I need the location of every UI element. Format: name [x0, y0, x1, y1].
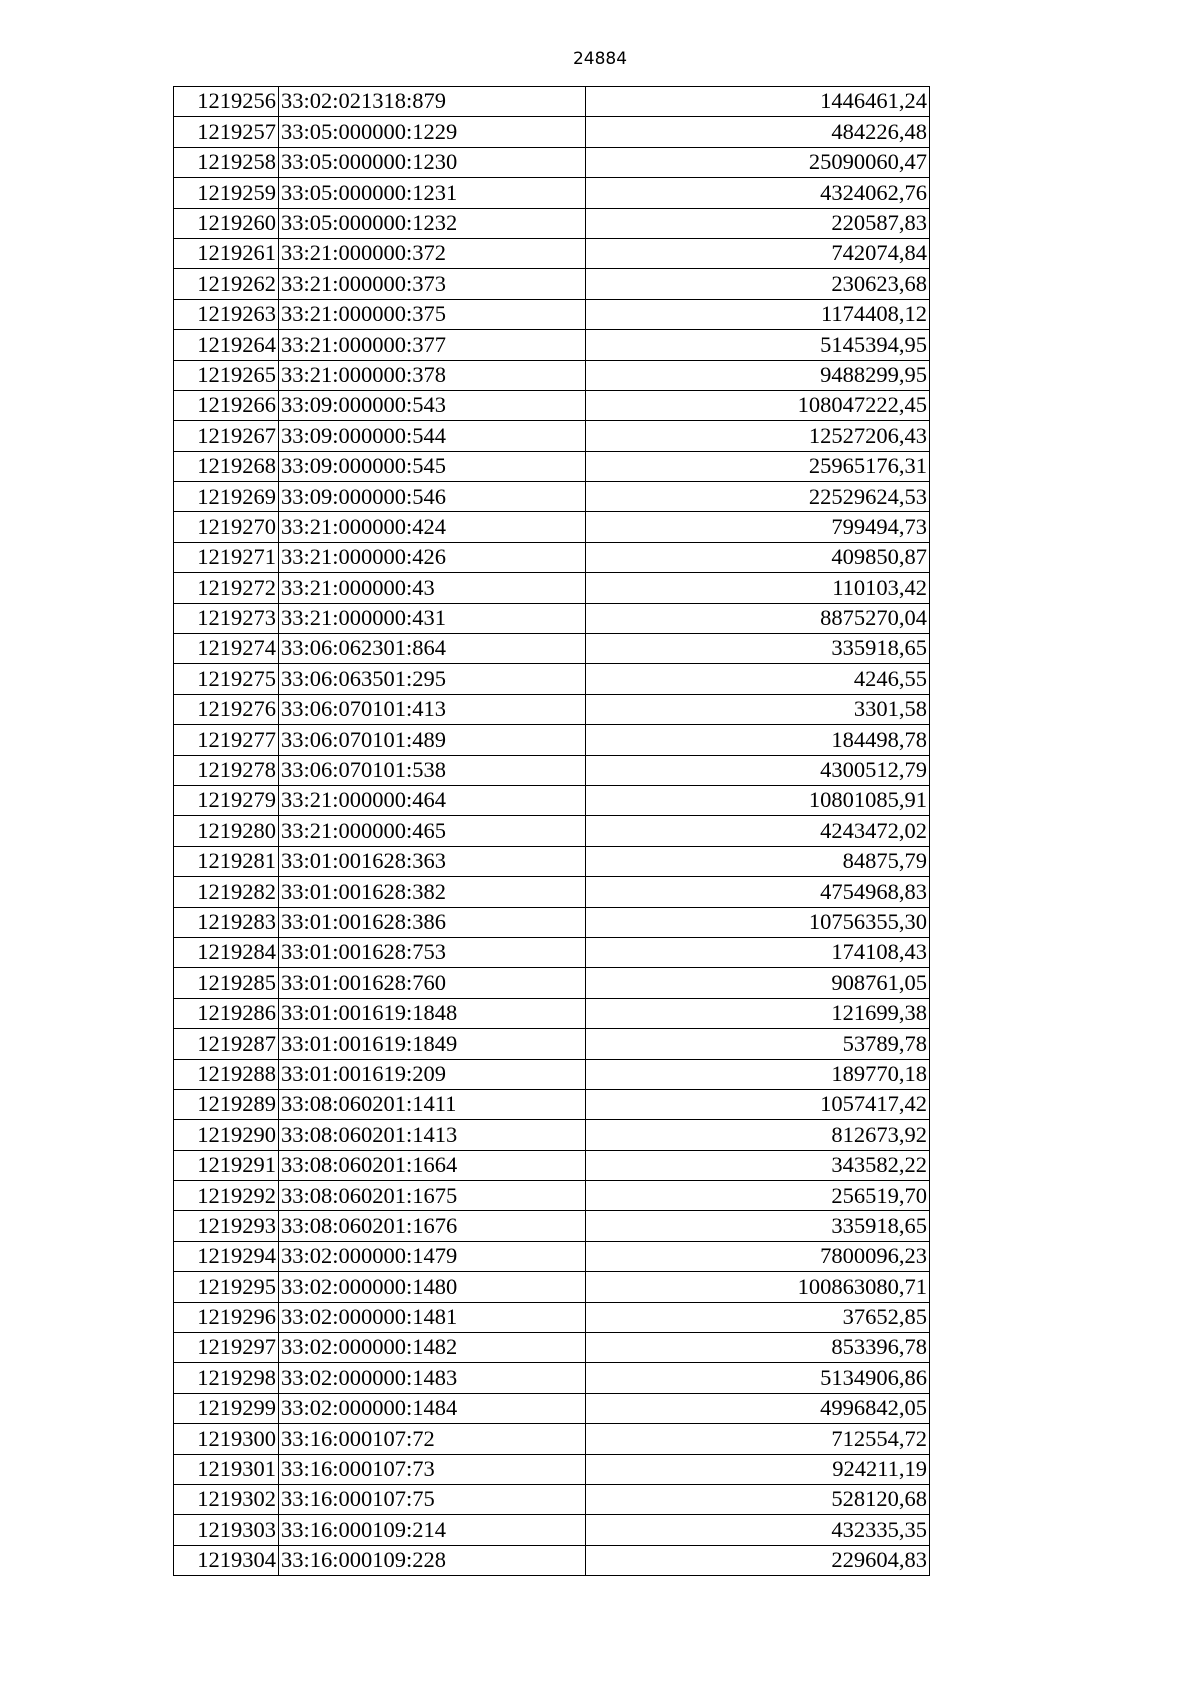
cadastral-value-cell: 4996842,05 [586, 1393, 930, 1423]
row-id-cell: 1219263 [174, 299, 279, 329]
row-id-cell: 1219259 [174, 178, 279, 208]
cadastral-value-cell: 184498,78 [586, 725, 930, 755]
cadastral-value-cell: 84875,79 [586, 846, 930, 876]
cadastral-value-cell: 53789,78 [586, 1029, 930, 1059]
cadastral-number-cell: 33:21:000000:373 [279, 269, 586, 299]
cadastral-number-cell: 33:08:060201:1411 [279, 1089, 586, 1119]
table-row [174, 1393, 930, 1423]
table-row [174, 1484, 930, 1514]
row-id-cell: 1219283 [174, 907, 279, 937]
cadastral-value-cell: 25090060,47 [586, 147, 930, 177]
cadastral-value-cell: 1057417,42 [586, 1089, 930, 1119]
cadastral-value-cell: 924211,19 [586, 1454, 930, 1484]
row-id-cell: 1219273 [174, 603, 279, 633]
table-row [174, 1029, 930, 1059]
row-id-cell: 1219289 [174, 1089, 279, 1119]
row-id-cell: 1219286 [174, 998, 279, 1028]
cadastral-value-cell: 908761,05 [586, 968, 930, 998]
cadastral-number-cell: 33:08:060201:1664 [279, 1150, 586, 1180]
cadastral-value-cell: 432335,35 [586, 1515, 930, 1545]
cadastral-number-cell: 33:09:000000:546 [279, 482, 586, 512]
cadastral-value-cell: 742074,84 [586, 238, 930, 268]
cadastral-value-cell: 256519,70 [586, 1181, 930, 1211]
page-number: 24884 [572, 49, 628, 69]
table-row [174, 1333, 930, 1363]
cadastral-number-cell: 33:05:000000:1229 [279, 117, 586, 147]
cadastral-value-cell: 37652,85 [586, 1302, 930, 1332]
row-id-cell: 1219291 [174, 1150, 279, 1180]
cadastral-number-cell: 33:21:000000:377 [279, 330, 586, 360]
cadastral-number-cell: 33:05:000000:1231 [279, 178, 586, 208]
cadastral-number-cell: 33:21:000000:375 [279, 299, 586, 329]
cadastral-value-table [173, 86, 930, 1576]
cadastral-value-cell: 220587,83 [586, 208, 930, 238]
cadastral-number-cell: 33:02:000000:1483 [279, 1363, 586, 1393]
cadastral-number-cell: 33:01:001628:363 [279, 846, 586, 876]
row-id-cell: 1219274 [174, 634, 279, 664]
cadastral-value-cell: 12527206,43 [586, 421, 930, 451]
row-id-cell: 1219296 [174, 1302, 279, 1332]
row-id-cell: 1219288 [174, 1059, 279, 1089]
table-row [174, 846, 930, 876]
table-row [174, 998, 930, 1028]
table-row [174, 755, 930, 785]
row-id-cell: 1219280 [174, 816, 279, 846]
row-id-cell: 1219260 [174, 208, 279, 238]
cadastral-value-cell: 4246,55 [586, 664, 930, 694]
cadastral-number-cell: 33:06:063501:295 [279, 664, 586, 694]
row-id-cell: 1219297 [174, 1333, 279, 1363]
cadastral-value-cell: 799494,73 [586, 512, 930, 542]
row-id-cell: 1219302 [174, 1484, 279, 1514]
row-id-cell: 1219304 [174, 1545, 279, 1575]
row-id-cell: 1219266 [174, 390, 279, 420]
cadastral-value-cell: 7800096,23 [586, 1241, 930, 1271]
cadastral-number-cell: 33:21:000000:378 [279, 360, 586, 390]
cadastral-value-cell: 3301,58 [586, 694, 930, 724]
cadastral-value-cell: 4754968,83 [586, 877, 930, 907]
cadastral-number-cell: 33:05:000000:1230 [279, 147, 586, 177]
table-row [174, 664, 930, 694]
cadastral-number-cell: 33:06:062301:864 [279, 634, 586, 664]
cadastral-number-cell: 33:08:060201:1413 [279, 1120, 586, 1150]
cadastral-number-cell: 33:21:000000:426 [279, 542, 586, 572]
row-id-cell: 1219276 [174, 694, 279, 724]
row-id-cell: 1219284 [174, 937, 279, 967]
cadastral-number-cell: 33:05:000000:1232 [279, 208, 586, 238]
cadastral-value-cell: 712554,72 [586, 1424, 930, 1454]
row-id-cell: 1219258 [174, 147, 279, 177]
table-row [174, 299, 930, 329]
table-row [174, 542, 930, 572]
cadastral-number-cell: 33:21:000000:464 [279, 785, 586, 815]
cadastral-value-cell: 110103,42 [586, 573, 930, 603]
cadastral-number-cell: 33:01:001628:760 [279, 968, 586, 998]
row-id-cell: 1219278 [174, 755, 279, 785]
cadastral-value-cell: 853396,78 [586, 1333, 930, 1363]
table-row [174, 1363, 930, 1393]
cadastral-value-cell: 108047222,45 [586, 390, 930, 420]
table-row [174, 1181, 930, 1211]
cadastral-number-cell: 33:16:000109:214 [279, 1515, 586, 1545]
cadastral-number-cell: 33:06:070101:489 [279, 725, 586, 755]
table-row [174, 694, 930, 724]
table-row [174, 634, 930, 664]
table-body [174, 87, 930, 1576]
cadastral-number-cell: 33:06:070101:413 [279, 694, 586, 724]
row-id-cell: 1219269 [174, 482, 279, 512]
cadastral-number-cell: 33:16:000107:73 [279, 1454, 586, 1484]
cadastral-value-cell: 230623,68 [586, 269, 930, 299]
cadastral-value-cell: 174108,43 [586, 937, 930, 967]
row-id-cell: 1219261 [174, 238, 279, 268]
cadastral-value-cell: 10756355,30 [586, 907, 930, 937]
cadastral-number-cell: 33:02:000000:1484 [279, 1393, 586, 1423]
table-row [174, 178, 930, 208]
cadastral-number-cell: 33:16:000109:228 [279, 1545, 586, 1575]
table-row [174, 269, 930, 299]
cadastral-number-cell: 33:01:001628:382 [279, 877, 586, 907]
cadastral-number-cell: 33:02:000000:1480 [279, 1272, 586, 1302]
row-id-cell: 1219262 [174, 269, 279, 299]
table-row [174, 1211, 930, 1241]
row-id-cell: 1219303 [174, 1515, 279, 1545]
row-id-cell: 1219267 [174, 421, 279, 451]
table-row [174, 421, 930, 451]
cadastral-number-cell: 33:06:070101:538 [279, 755, 586, 785]
cadastral-value-cell: 335918,65 [586, 1211, 930, 1241]
cadastral-value-cell: 229604,83 [586, 1545, 930, 1575]
row-id-cell: 1219265 [174, 360, 279, 390]
table-row [174, 816, 930, 846]
cadastral-value-cell: 189770,18 [586, 1059, 930, 1089]
row-id-cell: 1219257 [174, 117, 279, 147]
row-id-cell: 1219294 [174, 1241, 279, 1271]
cadastral-value-cell: 1174408,12 [586, 299, 930, 329]
row-id-cell: 1219300 [174, 1424, 279, 1454]
row-id-cell: 1219298 [174, 1363, 279, 1393]
cadastral-value-cell: 22529624,53 [586, 482, 930, 512]
cadastral-number-cell: 33:09:000000:543 [279, 390, 586, 420]
row-id-cell: 1219268 [174, 451, 279, 481]
cadastral-value-cell: 812673,92 [586, 1120, 930, 1150]
table-row [174, 1515, 930, 1545]
row-id-cell: 1219270 [174, 512, 279, 542]
cadastral-value-cell: 409850,87 [586, 542, 930, 572]
table-row [174, 360, 930, 390]
cadastral-number-cell: 33:21:000000:431 [279, 603, 586, 633]
cadastral-number-cell: 33:02:000000:1481 [279, 1302, 586, 1332]
cadastral-number-cell: 33:01:001619:1849 [279, 1029, 586, 1059]
cadastral-number-cell: 33:01:001628:386 [279, 907, 586, 937]
cadastral-number-cell: 33:09:000000:545 [279, 451, 586, 481]
cadastral-number-cell: 33:01:001619:209 [279, 1059, 586, 1089]
table-row [174, 785, 930, 815]
cadastral-number-cell: 33:09:000000:544 [279, 421, 586, 451]
row-id-cell: 1219282 [174, 877, 279, 907]
table-row [174, 1545, 930, 1575]
row-id-cell: 1219275 [174, 664, 279, 694]
cadastral-value-cell: 4324062,76 [586, 178, 930, 208]
cadastral-value-cell: 484226,48 [586, 117, 930, 147]
table-row [174, 390, 930, 420]
table-row [174, 1059, 930, 1089]
row-id-cell: 1219256 [174, 87, 279, 117]
cadastral-number-cell: 33:02:000000:1479 [279, 1241, 586, 1271]
row-id-cell: 1219292 [174, 1181, 279, 1211]
cadastral-number-cell: 33:16:000107:72 [279, 1424, 586, 1454]
cadastral-value-cell: 9488299,95 [586, 360, 930, 390]
row-id-cell: 1219293 [174, 1211, 279, 1241]
cadastral-value-cell: 1446461,24 [586, 87, 930, 117]
table-row [174, 1272, 930, 1302]
cadastral-number-cell: 33:21:000000:465 [279, 816, 586, 846]
row-id-cell: 1219279 [174, 785, 279, 815]
cadastral-value-cell: 10801085,91 [586, 785, 930, 815]
table-row [174, 1302, 930, 1332]
row-id-cell: 1219285 [174, 968, 279, 998]
row-id-cell: 1219271 [174, 542, 279, 572]
row-id-cell: 1219299 [174, 1393, 279, 1423]
row-id-cell: 1219295 [174, 1272, 279, 1302]
table-row [174, 1089, 930, 1119]
cadastral-value-cell: 5145394,95 [586, 330, 930, 360]
cadastral-number-cell: 33:02:000000:1482 [279, 1333, 586, 1363]
cadastral-value-cell: 121699,38 [586, 998, 930, 1028]
cadastral-number-cell: 33:16:000107:75 [279, 1484, 586, 1514]
cadastral-number-cell: 33:08:060201:1676 [279, 1211, 586, 1241]
table-row [174, 907, 930, 937]
cadastral-number-cell: 33:21:000000:372 [279, 238, 586, 268]
table-row [174, 1454, 930, 1484]
row-id-cell: 1219281 [174, 846, 279, 876]
cadastral-value-cell: 4300512,79 [586, 755, 930, 785]
table-row [174, 968, 930, 998]
cadastral-number-cell: 33:01:001619:1848 [279, 998, 586, 1028]
row-id-cell: 1219272 [174, 573, 279, 603]
cadastral-number-cell: 33:01:001628:753 [279, 937, 586, 967]
table-row [174, 1241, 930, 1271]
cadastral-number-cell: 33:21:000000:43 [279, 573, 586, 603]
cadastral-number-cell: 33:21:000000:424 [279, 512, 586, 542]
table-row [174, 208, 930, 238]
cadastral-value-cell: 335918,65 [586, 634, 930, 664]
row-id-cell: 1219287 [174, 1029, 279, 1059]
table-row [174, 87, 930, 117]
table-row [174, 937, 930, 967]
row-id-cell: 1219301 [174, 1454, 279, 1484]
row-id-cell: 1219264 [174, 330, 279, 360]
cadastral-value-cell: 528120,68 [586, 1484, 930, 1514]
cadastral-value-cell: 100863080,71 [586, 1272, 930, 1302]
table-row [174, 1150, 930, 1180]
row-id-cell: 1219290 [174, 1120, 279, 1150]
table-row [174, 877, 930, 907]
table-row [174, 1424, 930, 1454]
cadastral-value-cell: 5134906,86 [586, 1363, 930, 1393]
table-row [174, 603, 930, 633]
table-row [174, 573, 930, 603]
table-row [174, 238, 930, 268]
cadastral-value-cell: 343582,22 [586, 1150, 930, 1180]
cadastral-value-cell: 25965176,31 [586, 451, 930, 481]
table-row [174, 1120, 930, 1150]
table-row [174, 147, 930, 177]
cadastral-value-cell: 8875270,04 [586, 603, 930, 633]
table-row [174, 117, 930, 147]
table-row [174, 451, 930, 481]
row-id-cell: 1219277 [174, 725, 279, 755]
table-row [174, 330, 930, 360]
table-row [174, 725, 930, 755]
table-row [174, 512, 930, 542]
cadastral-value-cell: 4243472,02 [586, 816, 930, 846]
cadastral-number-cell: 33:08:060201:1675 [279, 1181, 586, 1211]
table-row [174, 482, 930, 512]
cadastral-number-cell: 33:02:021318:879 [279, 87, 586, 117]
